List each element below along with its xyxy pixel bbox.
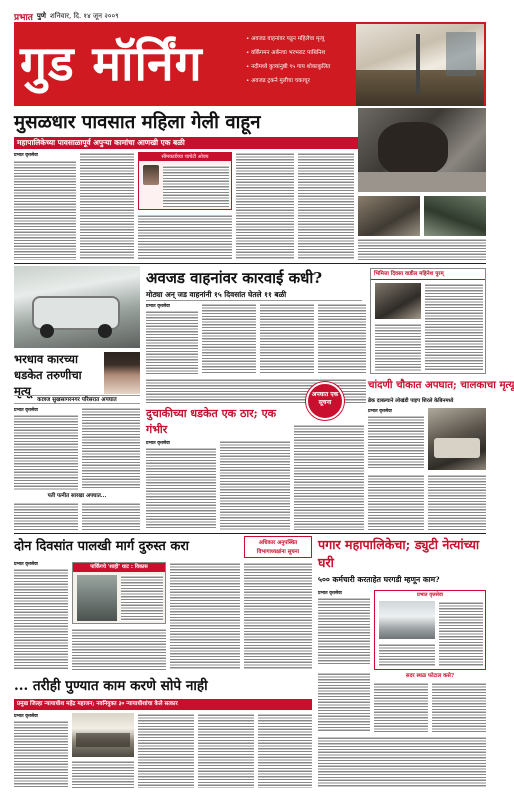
story8-col-1 [14,720,68,788]
story2-sidebar [370,268,486,374]
story3-byline: प्रभात वृत्तसेवा [14,408,38,413]
masthead-headline[interactable]: • अवजड ट्रकने मुलीचा चकाचूर [246,78,310,84]
story2-sidebar-photo [375,283,421,319]
story6-clipping-title: पार्किंगचे 'शाही' थाट : विकास [73,563,165,572]
story1-box-title: सीमकार्डच्या चाचेटी ओवय [139,153,231,161]
story6-col-1 [14,568,68,670]
masthead [14,10,486,106]
story2-headline: अवजड वाहनांवर कारवाई कधी? [146,269,323,287]
story1-box-text [163,165,229,207]
issue-date: शनिवार, दि. १४ जून २००९ [49,11,119,20]
story7-col-5 [318,736,486,788]
story8-subhead: प्रमुख जिल्हा न्यायाधीश महेंद्र महाजन; नवनियुक्त ३० न्यायाधीशांचा केले सत्कार [14,699,312,710]
story4-byline: प्रभात वृत्तसेवा [146,441,170,446]
story2-subhead: मोठ्या अन् जड वाहनांनी १५ दिवसांत घेतले ११ बळी [146,289,362,301]
story3-portrait [104,352,140,394]
story1-col-3 [138,214,232,260]
story8-col-3 [198,713,254,788]
story1-byline: प्रभात वृत्तसेवा [14,153,38,158]
masthead-headline[interactable]: • नदीमध्ये कुत्र्यांनुष्ठी ९५ गाय शोकाकुलित [246,64,331,70]
story6-byline: प्रभात वृत्तसेवा [14,562,38,567]
story8-byline: प्रभात वृत्तसेवा [14,714,38,719]
story3-headline: भरधाव कारच्या धडकेत तरुणीचा मृत्यू [14,352,82,398]
story1-col-1 [14,160,76,260]
story1-photo-2 [358,196,420,236]
story4-col-1 [146,447,216,530]
story2-byline: प्रभात वृत्तसेवा [146,304,170,309]
story6-col-2 [72,628,166,670]
story2-sidebar-text-2 [375,323,421,371]
story8-photo-caption [72,760,134,788]
story2-col-1 [146,310,198,374]
story1-col-5 [298,152,354,260]
story6-col-3 [170,562,240,670]
story2-col-2 [202,303,256,374]
story5-subhead: ब्रेक दाबल्याने लोखंडी पाइप शिरले केबिनमध्ये [368,398,454,404]
story1-photo [358,108,486,192]
story7-col-1 [318,597,370,665]
story3-col-1 [14,414,78,490]
story7-photo [379,601,435,639]
story3-sub2: पती पत्नीत सारखा अपघात... [47,493,107,499]
story7-col-4 [432,682,486,732]
story6-clipping-photo [77,575,117,621]
story3-col-2 [82,407,140,490]
story4-col-2 [220,440,290,530]
story7-special-text-2 [379,643,435,667]
story2-col-4 [318,303,366,374]
story6-col-4 [244,562,312,670]
story7-special-text [439,601,483,667]
story1-subhead: महापालिकेच्या पावसाळापूर्व अपुऱ्या कामांचा आणखी एक बळी [14,137,360,149]
story7-inner-title: सदर स्थळ फोटाल कसे? [405,673,455,679]
story8-photo [72,713,134,757]
story2-photo [14,266,140,348]
story6-clipping [72,562,166,624]
story8-headline: ... तरीही पुण्यात काम करणे सोपे नाही [14,678,208,694]
story5-photo [428,408,486,470]
story3-col-3 [14,502,78,530]
masthead-photo [356,24,484,106]
story1-headline: मुसळधार पावसात महिला गेली वाहून [14,112,261,133]
story8-col-4 [258,713,312,788]
masthead-headline[interactable]: • अवजड वाहनांवर पडून महिलेचा मृत्यू [246,36,325,42]
story3-subhead: कात्रज सुखसागरनगर परिसरात अपघात [14,395,140,404]
story1-col-2 [80,152,134,260]
section-divider [14,533,486,534]
story5-col-3 [428,474,486,530]
story1-photo-caption [358,238,486,260]
story5-col-2 [368,474,424,530]
paper-name: प्रभात [14,12,33,23]
section-divider [14,263,486,264]
story6-clipping-text [121,575,163,621]
story4-stamp: अपघात एक सूचना [306,382,344,420]
story4-col-3 [294,424,364,530]
story4-headline: दुचाकीच्या धडकेत एक ठार; एक गंभीर [146,407,277,436]
story7-col-2 [318,672,370,732]
story5-byline: प्रभात वृत्तसेवा [368,409,392,414]
story7-special-title: प्रभात वृत्तसेवा [417,592,443,598]
story3-col-4 [82,502,140,530]
story6-headline: दोन दिवसांत पालखी मार्ग दुरुस्त करा [14,539,190,554]
story1-box [138,152,232,210]
story1-col-4 [236,152,294,260]
story1-photo-3 [424,196,486,236]
story7-headline: पगार महापालिकेचा; ड्युटी नेत्यांच्या घरी [318,537,480,570]
masthead-headline-list [246,32,354,98]
city-name: पुणे [36,11,46,20]
story8-col-2 [138,713,194,788]
story2-sidebar-text [425,283,483,371]
story5-col-1 [368,415,424,470]
story5-headline: चांदणी चौकात अपघात; चालकाचा मृत्यू [368,379,514,391]
story7-subhead: ५०० कर्मचारी करताहेत घरगडी म्हणून काम? [318,575,440,584]
masthead-title: गुड मॉर्निंग [20,36,203,92]
story2-col-3 [260,303,314,374]
story7-special-box [374,590,486,670]
top-info-strip [14,10,486,22]
story1-box-portrait [143,165,159,185]
story6-box: अधिकार अनुपस्थित विभागाध्यक्षांना सूचना [244,536,312,558]
masthead-headline[interactable]: • वर्किंगमन अर्बनचा भरभराट पाथिनिश [246,50,326,56]
story7-col-3 [374,682,428,732]
story2-sidebar-title: भिमित्ता दिवसा वाडील महिनेश पुरम् [371,269,485,280]
story7-byline: प्रभात वृत्तसेवा [318,591,342,596]
